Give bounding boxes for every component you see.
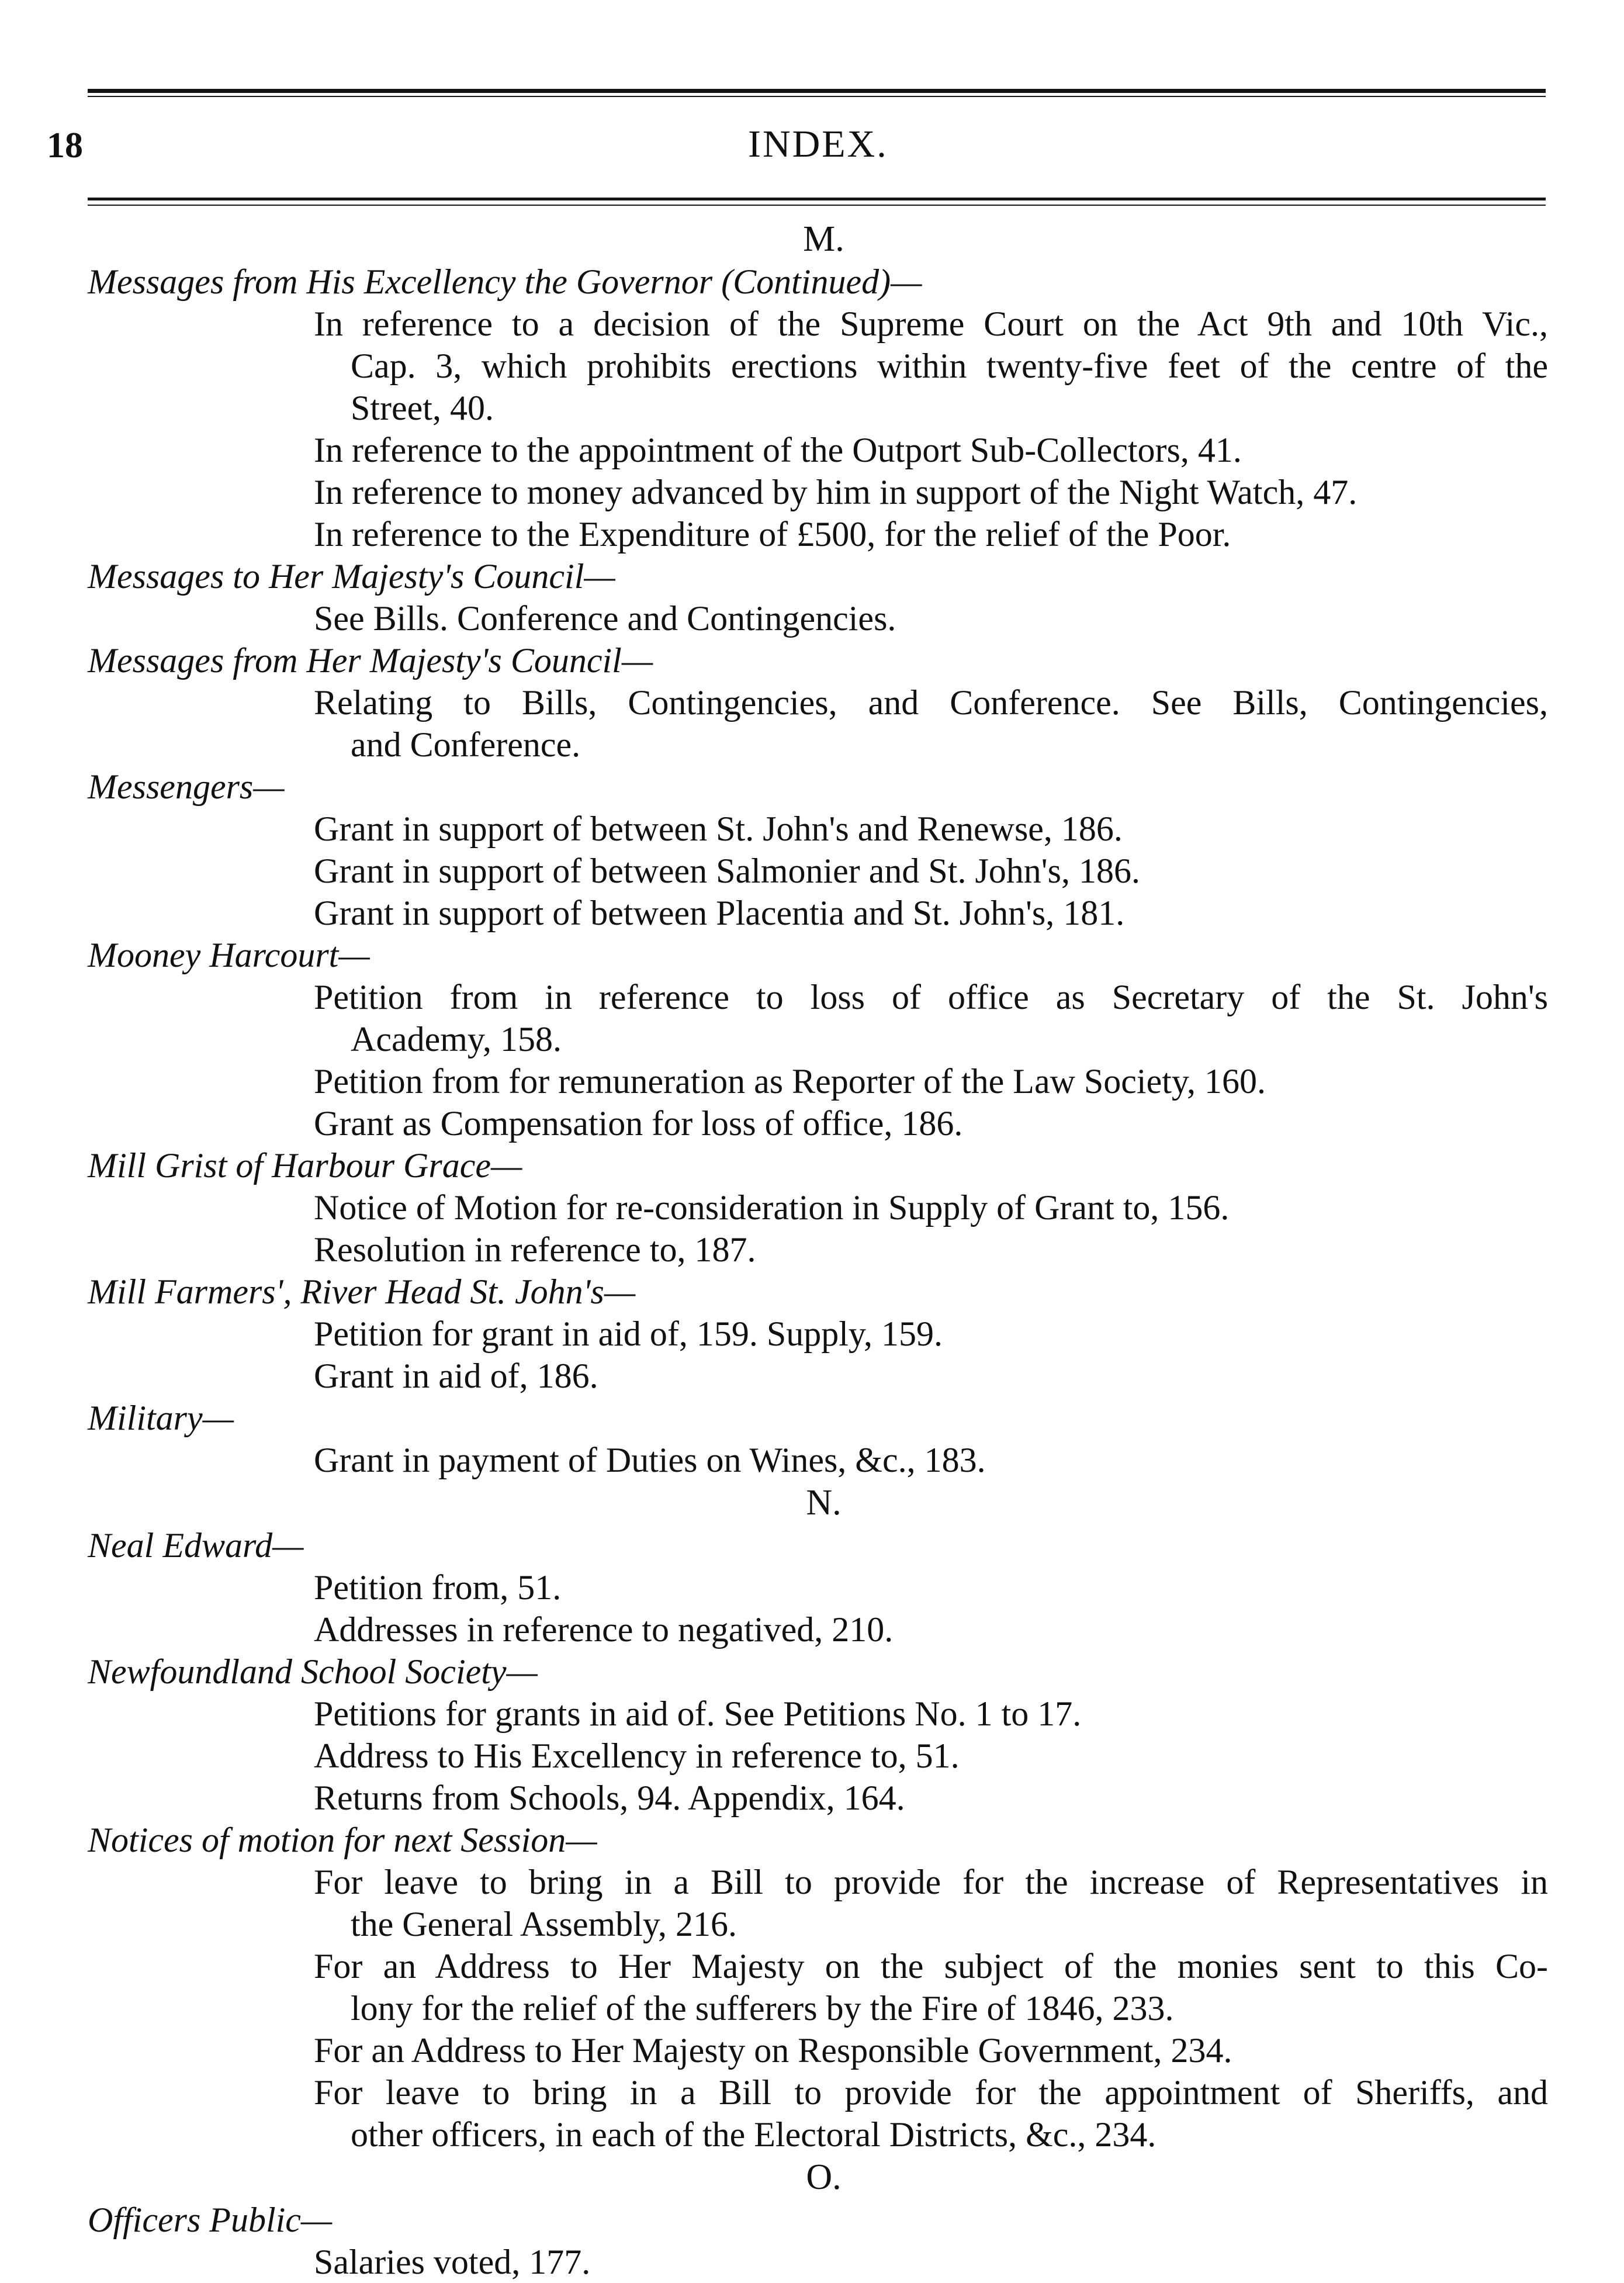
entry-line: Relating to Bills, Contingencies, and Conference. See Bills, Contingencies, bbox=[314, 683, 1548, 722]
entry-line: In reference to money advanced by him in support of the Night Watch, 47. bbox=[314, 473, 1358, 511]
entry-line: Cap. 3, which prohibits erections within twenty-five feet of the centre of the bbox=[351, 347, 1548, 385]
entry-line: Resolution in reference to, 187. bbox=[314, 1230, 756, 1269]
entry-heading: Neal Edward— bbox=[88, 1526, 304, 1565]
page-title: INDEX. bbox=[748, 123, 888, 165]
entry-line: See Bills. Conference and Contingencies. bbox=[314, 599, 896, 638]
entry-line: Street, 40. bbox=[351, 389, 494, 427]
entry-line: Petition from, 51. bbox=[314, 1568, 562, 1607]
index-entry bbox=[0, 1144, 1624, 1271]
index-entry bbox=[0, 934, 1624, 1144]
entry-heading: Messages from Her Majesty's Council— bbox=[88, 641, 653, 680]
entry-line: Petition from for remuneration as Reporter of the Law Society, 160. bbox=[314, 1062, 1266, 1101]
entry-heading: Newfoundland School Society— bbox=[88, 1652, 538, 1691]
header-rule bbox=[88, 198, 1546, 200]
entry-heading: Mill Farmers', River Head St. John's— bbox=[88, 1272, 636, 1311]
entry-line: For an Address to Her Majesty on the subject of the monies sent to this Co- bbox=[314, 1947, 1548, 1985]
entry-line: other officers, in each of the Electoral Districts, &c., 234. bbox=[351, 2115, 1156, 2154]
entry-line: In reference to a decision of the Supreme Court on the Act 9th and 10th Vic., bbox=[314, 305, 1548, 343]
entry-line: Salaries voted, 177. bbox=[314, 2243, 591, 2281]
entry-heading: Messages to Her Majesty's Council— bbox=[88, 557, 615, 596]
index-entry bbox=[0, 639, 1624, 766]
entry-heading: Mill Grist of Harbour Grace— bbox=[88, 1146, 522, 1185]
entry-line: In reference to the appointment of the Outport Sub-Collectors, 41. bbox=[314, 431, 1242, 469]
index-body bbox=[0, 217, 1624, 2283]
entry-line: Grant in support of between Salmonier and St. John's, 186. bbox=[314, 852, 1140, 890]
entry-line: For an Address to Her Majesty on Responsible Government, 234. bbox=[314, 2031, 1232, 2070]
header-rule-thin bbox=[88, 205, 1546, 206]
entry-heading: Officers Public— bbox=[88, 2201, 333, 2239]
entry-line: and Conference. bbox=[351, 725, 581, 764]
entry-heading: Military— bbox=[88, 1399, 234, 1437]
index-entry bbox=[0, 555, 1624, 639]
index-entry bbox=[0, 1819, 1624, 2156]
entry-line: Notice of Motion for re-consideration in Supply of Grant to, 156. bbox=[314, 1188, 1230, 1227]
page-number: 18 bbox=[47, 126, 83, 165]
index-entry bbox=[0, 1397, 1624, 1481]
entry-line: Petitions for grants in aid of. See Petitions No. 1 to 17. bbox=[314, 1694, 1082, 1733]
index-entry bbox=[0, 2199, 1624, 2283]
entry-line: In reference to the Expenditure of £500, for the relief of the Poor. bbox=[314, 515, 1231, 554]
entry-line: Grant in aid of, 186. bbox=[314, 1357, 598, 1395]
entry-line: Petition for grant in aid of, 159. Supply, 159. bbox=[314, 1315, 943, 1353]
entry-line: Academy, 158. bbox=[351, 1020, 562, 1059]
top-rule bbox=[88, 89, 1546, 93]
index-entry bbox=[0, 766, 1624, 934]
entry-line: the General Assembly, 216. bbox=[351, 1905, 737, 1943]
entry-line: Grant in support of between Placentia and St. John's, 181. bbox=[314, 894, 1125, 932]
entry-line: Addresses in reference to negatived, 210. bbox=[314, 1610, 894, 1649]
section-letter-o: O. bbox=[806, 2157, 842, 2197]
index-entry bbox=[0, 261, 1624, 555]
entry-line: For leave to bring in a Bill to provide for the increase of Representatives in bbox=[314, 1863, 1548, 1901]
entry-line: For leave to bring in a Bill to provide for the appointment of Sheriffs, and bbox=[314, 2073, 1548, 2112]
entry-heading: Mooney Harcourt— bbox=[88, 936, 370, 974]
entry-heading: Notices of motion for next Session— bbox=[88, 1821, 597, 1859]
entry-heading: Messengers— bbox=[88, 767, 285, 806]
entry-line: Returns from Schools, 94. Appendix, 164. bbox=[314, 1779, 905, 1817]
index-entry bbox=[0, 1524, 1624, 1651]
entry-line: lony for the relief of the sufferers by the Fire of 1846, 233. bbox=[351, 1989, 1174, 2028]
index-entry bbox=[0, 1651, 1624, 1819]
entry-line: Petition from in reference to loss of office as Secretary of the St. John's bbox=[314, 978, 1548, 1016]
section-letter-m: M. bbox=[803, 219, 844, 259]
top-rule-thin bbox=[88, 96, 1546, 97]
entry-line: Address to His Excellency in reference to, 51. bbox=[314, 1737, 960, 1775]
entry-line: Grant in support of between St. John's and Renewse, 186. bbox=[314, 810, 1123, 848]
entry-line: Grant in payment of Duties on Wines, &c., 183. bbox=[314, 1441, 986, 1479]
entry-line: Grant as Compensation for loss of office, 186. bbox=[314, 1104, 963, 1143]
index-entry bbox=[0, 1271, 1624, 1397]
entry-heading: Messages from His Excellency the Governor (Continued)— bbox=[88, 262, 922, 301]
section-letter-n: N. bbox=[806, 1483, 842, 1523]
